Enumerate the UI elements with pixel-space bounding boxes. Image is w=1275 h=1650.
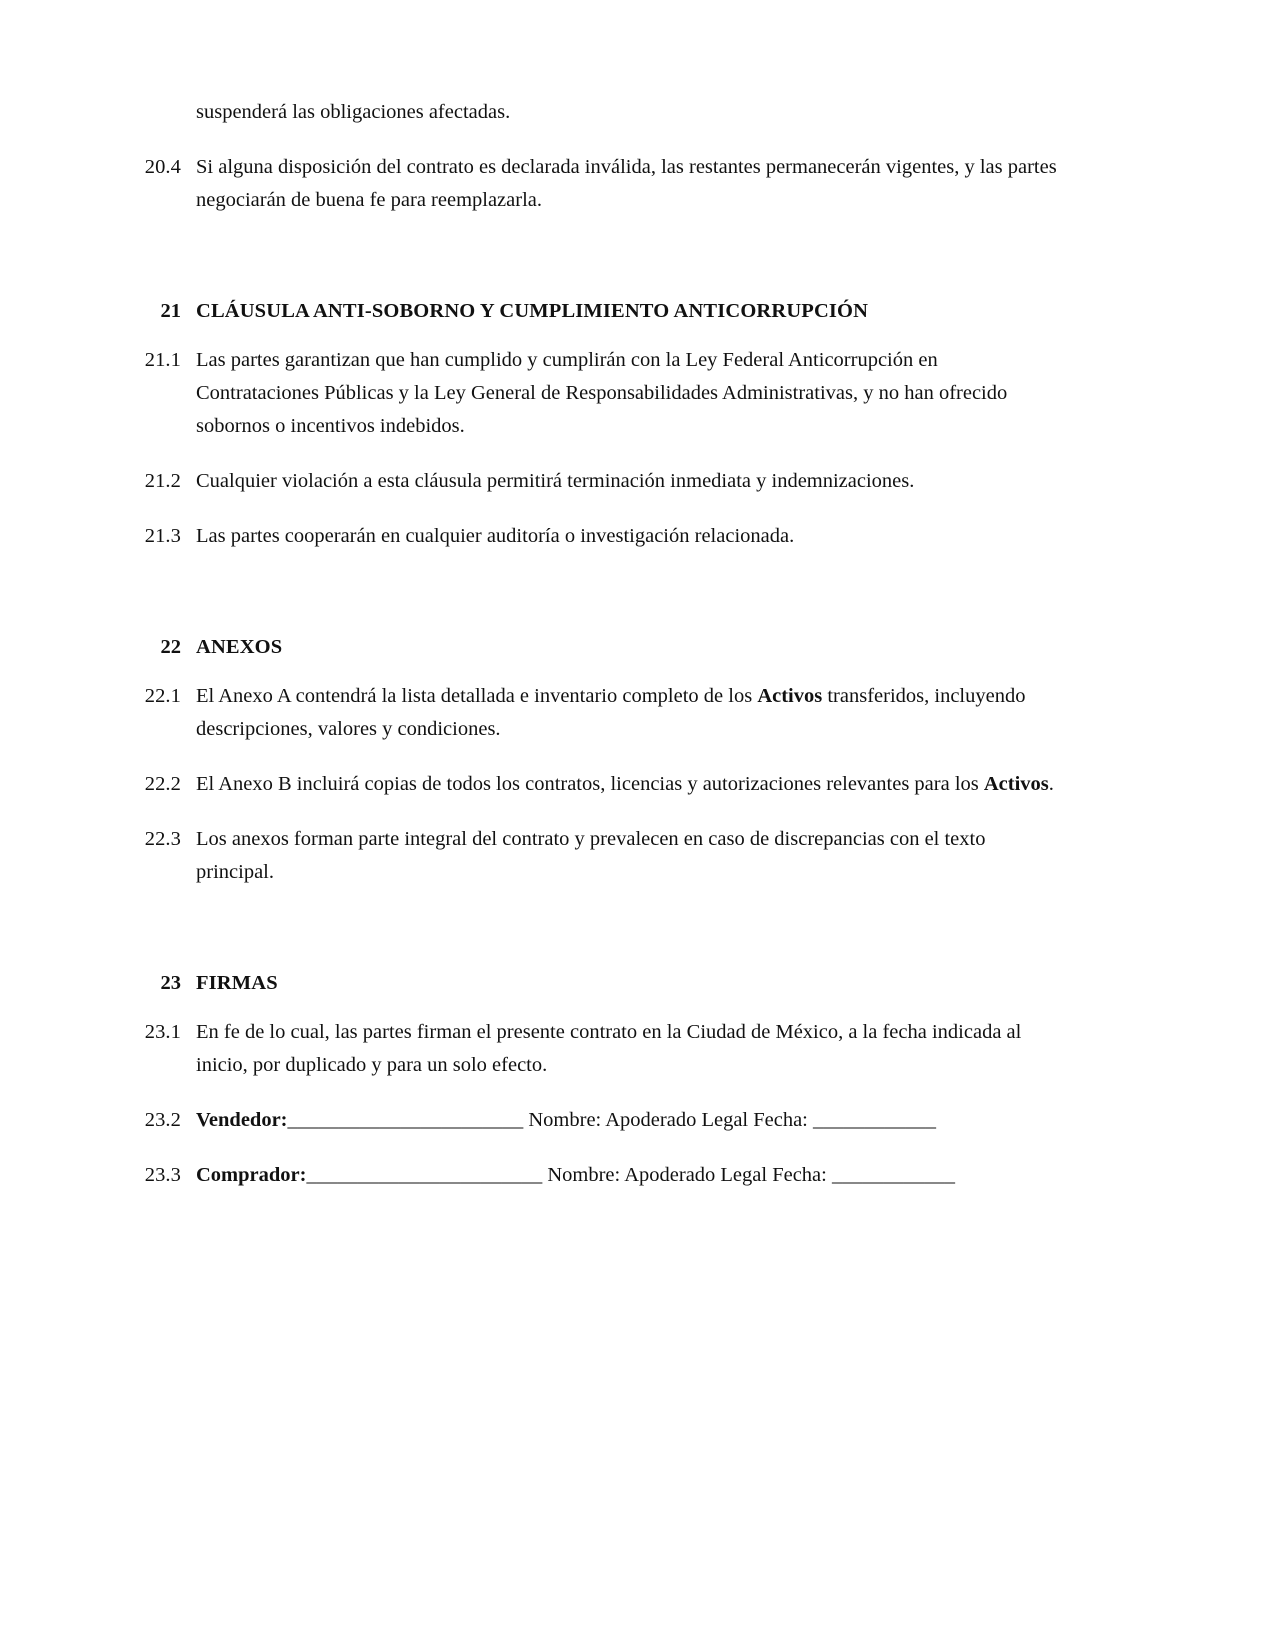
clause-21-2 [137, 465, 1062, 498]
clause-text-22-3: Los anexos forman parte integral del contrato y prevalecen en caso de discrepancias con el texto principal. [196, 828, 986, 883]
section-number-23: 23 [160, 972, 181, 994]
section-number-22: 22 [160, 636, 181, 658]
section-number-21: 21 [160, 300, 181, 322]
clause-text-23-1: En fe de lo cual, las partes firman el presente contrato en la Ciudad de México, a la fecha indicada al inicio, por duplicado y para un solo efecto. [196, 1021, 1022, 1076]
clause-text-segment: . [1048, 773, 1054, 795]
defined-term-activos: Activos [983, 773, 1049, 795]
signature-line-vendedor [181, 1104, 1062, 1137]
clause-text-segment: transferidos, incluyendo descripciones, valores y condiciones. [196, 685, 1026, 740]
clause-text-22-2 [181, 768, 1062, 801]
section-title-22: ANEXOS [196, 636, 283, 658]
clause-number-21-2: 21.2 [144, 470, 181, 492]
clause-20-4 [137, 151, 1062, 217]
continuation-text: suspenderá las obligaciones afectadas. [196, 101, 511, 123]
clause-text-segment: El Anexo A contendrá la lista detallada e inventario completo de los [196, 685, 758, 707]
clause-text-20-4: Si alguna disposición del contrato es declarada inválida, las restantes permanecerán vigentes, y las partes negociarán de buena fe para reemplazarla. [196, 156, 1057, 211]
section-heading-22 [137, 631, 1062, 664]
clause-number-23-1: 23.1 [144, 1021, 181, 1043]
clause-text-21-3: Las partes cooperarán en cualquier auditoría o investigación relacionada. [196, 525, 795, 547]
clause-23-1 [137, 1016, 1062, 1082]
clause-21-3 [137, 520, 1062, 553]
clause-number-21-1: 21.1 [144, 349, 181, 371]
signature-line-comprador [181, 1159, 1062, 1192]
clause-number-20-4: 20.4 [144, 156, 181, 178]
section-title-21: CLÁUSULA ANTI-SOBORNO Y CUMPLIMIENTO ANTICORRUPCIÓN [196, 300, 869, 322]
signature-blank-vendedor[interactable]: _______________________ [287, 1109, 524, 1131]
clause-22-1 [137, 680, 1062, 746]
defined-term-activos: Activos [757, 685, 823, 707]
clause-text-22-1 [181, 680, 1062, 746]
date-blank-vendedor[interactable]: ____________ [813, 1109, 937, 1131]
clause-22-3 [137, 823, 1062, 889]
clause-number-22-2: 22.2 [144, 773, 181, 795]
section-heading-23 [137, 967, 1062, 1000]
section-title-23: FIRMAS [196, 972, 278, 994]
heading-spacer [137, 664, 1062, 680]
clause-number-22-3: 22.3 [144, 828, 181, 850]
section-spacer [137, 575, 1062, 631]
clause-text-21-1: Las partes garantizan que han cumplido y cumplirán con la Ley Federal Anticorrupción en Contrataciones Públicas y la Ley General de Responsabilidades Administrativas, y no han ofrecido sobornos o incentivos indebidos. [196, 349, 1008, 437]
clause-number-23-2: 23.2 [144, 1109, 181, 1131]
heading-spacer [137, 328, 1062, 344]
signature-middle-text-vendedor: Nombre: Apoderado Legal Fecha: [523, 1109, 814, 1131]
continuation-paragraph-20-3 [137, 96, 1062, 129]
clause-text-segment: El Anexo B incluirá copias de todos los contratos, licencias y autorizaciones relevantes para los [196, 773, 984, 795]
date-blank-comprador[interactable]: ____________ [831, 1164, 955, 1186]
clause-22-2 [137, 768, 1062, 801]
clause-number-21-3: 21.3 [144, 525, 181, 547]
signature-row-comprador [137, 1159, 1062, 1192]
clause-21-1 [137, 344, 1062, 443]
signature-middle-text-comprador: Nombre: Apoderado Legal Fecha: [542, 1164, 832, 1186]
section-heading-21 [137, 295, 1062, 328]
clause-number-22-1: 22.1 [144, 685, 181, 707]
clause-number-23-3: 23.3 [144, 1164, 181, 1186]
signature-role-label-comprador: Comprador: [196, 1164, 307, 1186]
signature-row-vendedor [137, 1104, 1062, 1137]
heading-spacer [137, 1000, 1062, 1016]
section-spacer [137, 239, 1062, 295]
signature-role-label-vendedor: Vendedor: [196, 1109, 288, 1131]
clause-text-21-2: Cualquier violación a esta cláusula permitirá terminación inmediata y indemnizaciones. [196, 470, 915, 492]
section-spacer [137, 911, 1062, 967]
signature-blank-comprador[interactable]: _______________________ [306, 1164, 543, 1186]
